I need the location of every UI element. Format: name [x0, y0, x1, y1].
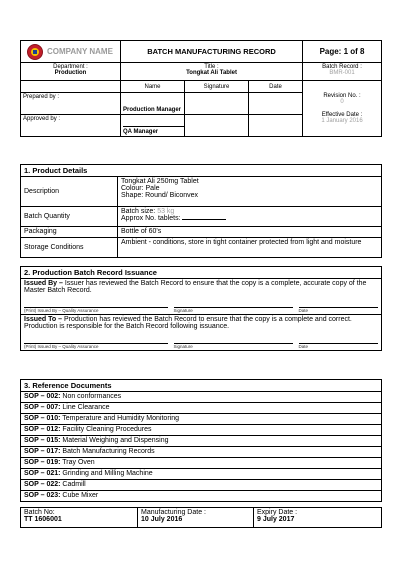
issued-to-print-field[interactable]	[21, 336, 171, 351]
col-name: Name	[121, 81, 185, 93]
reference-text: Tray Oven	[60, 459, 95, 466]
issued-to-text: Production has reviewed the Batch Record to ensure that the copy is a complete and correct. Production is responsible for the Batch Record following issuance.	[24, 316, 352, 330]
reference-row	[21, 392, 382, 403]
product-details-heading: 1. Product Details	[21, 165, 382, 177]
reference-text: Cube Mixer	[60, 492, 99, 499]
issued-by-signature-label: Signature	[173, 308, 193, 313]
tablets-field[interactable]	[182, 219, 226, 220]
batch-record-value: BMR-001	[329, 70, 355, 76]
effective-date-value: 1 January 2016	[321, 118, 363, 124]
manufacturing-date-label: Manufacturing Date :	[141, 509, 206, 516]
approved-name-cell	[121, 115, 185, 137]
document-title: BATCH MANUFACTURING RECORD	[121, 41, 303, 63]
title-value: Tongkat Ali Tablet	[186, 70, 237, 76]
tablets-label: Approx No. tablets:	[121, 215, 183, 222]
effective-date-label: Effective Date :	[321, 112, 363, 118]
approved-signature-field[interactable]	[185, 115, 249, 137]
revision-cell	[303, 81, 382, 137]
storage-label: Storage Conditions	[21, 238, 118, 258]
reference-item	[21, 425, 382, 436]
prepared-by-label: Prepared by :	[21, 93, 121, 115]
issued-to-label: Issued To –	[24, 316, 62, 323]
issued-to-signature-label: Signature	[173, 344, 193, 349]
reference-row	[21, 436, 382, 447]
reference-row	[21, 469, 382, 480]
batch-size-value: 53 kg	[157, 208, 175, 215]
reference-text: Facility Cleaning Procedures	[60, 426, 152, 433]
reference-code: SOP – 022:	[24, 481, 61, 488]
batch-quantity-label: Batch Quantity	[21, 207, 118, 227]
approved-by-label: Approved by :	[21, 115, 121, 137]
reference-code: SOP – 023:	[24, 492, 61, 499]
col-signature: Signature	[185, 81, 249, 93]
reference-row	[21, 414, 382, 425]
issuance-table	[20, 266, 382, 351]
title-label: Title :	[204, 64, 219, 70]
reference-item	[21, 392, 382, 403]
batch-quantity-value	[118, 207, 382, 227]
reference-row	[21, 403, 382, 414]
description-line-3: Shape: Round/ Biconvex	[121, 192, 199, 199]
prepared-role: Production Manager	[123, 107, 182, 113]
reference-code: SOP – 015:	[24, 437, 61, 444]
product-details-table	[20, 164, 382, 258]
issued-by-date-field[interactable]	[296, 300, 382, 315]
issued-by-statement	[21, 279, 382, 300]
reference-text: Batch Manufacturing Records	[60, 448, 155, 455]
department-value: Production	[54, 70, 87, 76]
expiry-date-value: 9 July 2017	[257, 516, 295, 523]
reference-item	[21, 480, 382, 491]
reference-row	[21, 425, 382, 436]
company-logo-cell	[21, 41, 121, 63]
packaging-label: Packaging	[21, 227, 118, 238]
document-header	[20, 40, 382, 137]
reference-code: SOP – 007:	[24, 404, 61, 411]
reference-row	[21, 480, 382, 491]
reference-code: SOP – 021:	[24, 470, 61, 477]
issued-to-print-label: (Print) Issued By – Quality Assurance	[24, 344, 99, 349]
batch-no-cell	[21, 508, 138, 528]
issued-by-text: Issuer has reviewed the Batch Record to ensure that the copy is a complete, accurate copy of the Master Batch Record.	[24, 280, 367, 294]
batch-footer-table	[20, 507, 382, 528]
expiry-date-cell	[254, 508, 382, 528]
manufacturing-date-value: 10 July 2016	[141, 516, 183, 523]
reference-text: Cadmill	[60, 481, 86, 488]
revision-label: Revision No. :	[323, 93, 361, 99]
expiry-date-label: Expiry Date :	[257, 509, 298, 516]
reference-text: Line Clearance	[60, 404, 110, 411]
reference-documents-heading: 3. Reference Documents	[21, 380, 382, 392]
blank-cell	[21, 81, 121, 93]
issued-to-date-label: Date	[298, 344, 309, 349]
packaging-value: Bottle of 60's	[118, 227, 382, 238]
approved-role: QA Manager	[123, 129, 159, 135]
col-date: Date	[249, 81, 303, 93]
approved-name-line	[123, 126, 185, 127]
reference-row	[21, 491, 382, 502]
reference-text: Non conformances	[60, 393, 122, 400]
issued-to-date-field[interactable]	[296, 336, 382, 351]
batch-record-label: Batch Record :	[322, 64, 362, 70]
description-line-2: Colour: Pale	[121, 185, 160, 192]
prepared-signature-field[interactable]	[185, 93, 249, 115]
batch-no-label: Batch No:	[24, 509, 55, 516]
reference-code: SOP – 010:	[24, 415, 61, 422]
issued-by-signature-field[interactable]	[171, 300, 296, 315]
reference-text: Temperature and Humidity Monitoring	[60, 415, 179, 422]
company-logo-icon	[27, 44, 43, 60]
reference-row	[21, 447, 382, 458]
revision-value: 0	[340, 99, 344, 105]
reference-row	[21, 458, 382, 469]
reference-item	[21, 458, 382, 469]
reference-item	[21, 469, 382, 480]
department-cell	[21, 63, 121, 81]
reference-code: SOP – 019:	[24, 459, 61, 466]
issued-by-print-field[interactable]	[21, 300, 171, 315]
approved-date-field[interactable]	[249, 115, 303, 137]
reference-code: SOP – 017:	[24, 448, 61, 455]
description-line-1: Tongkat Ali 250mg Tablet	[121, 178, 199, 185]
issued-by-date-label: Date	[298, 308, 309, 313]
reference-item	[21, 414, 382, 425]
batch-size-label: Batch size:	[121, 208, 158, 215]
reference-text: Material Weighing and Dispensing	[60, 437, 169, 444]
title-cell	[121, 63, 303, 81]
batch-record-cell	[303, 63, 382, 81]
company-name: COMPANY NAME	[47, 47, 113, 56]
reference-text: Grinding and Milling Machine	[60, 470, 153, 477]
reference-item	[21, 436, 382, 447]
batch-no-value: TT 1606001	[24, 516, 62, 523]
department-label: Department :	[53, 64, 88, 70]
page-number: Page: 1 of 8	[303, 41, 382, 63]
reference-code: SOP – 002:	[24, 393, 61, 400]
manufacturing-date-cell	[138, 508, 254, 528]
reference-item	[21, 447, 382, 458]
description-value	[118, 177, 382, 207]
storage-value: Ambient - conditions, store in tight container protected from light and moisture	[118, 238, 382, 258]
reference-code: SOP – 012:	[24, 426, 61, 433]
prepared-date-field[interactable]	[249, 93, 303, 115]
issued-to-signature-field[interactable]	[171, 336, 296, 351]
issued-to-statement	[21, 315, 382, 336]
issued-by-print-label: (Print) Issued By – Quality Assurance	[24, 308, 99, 313]
reference-item	[21, 403, 382, 414]
issuance-heading: 2. Production Batch Record Issuance	[21, 267, 382, 279]
issued-by-label: Issued By –	[24, 280, 63, 287]
reference-documents-table	[20, 379, 382, 502]
description-label: Description	[21, 177, 118, 207]
reference-item	[21, 491, 382, 502]
prepared-name-cell	[121, 93, 185, 115]
